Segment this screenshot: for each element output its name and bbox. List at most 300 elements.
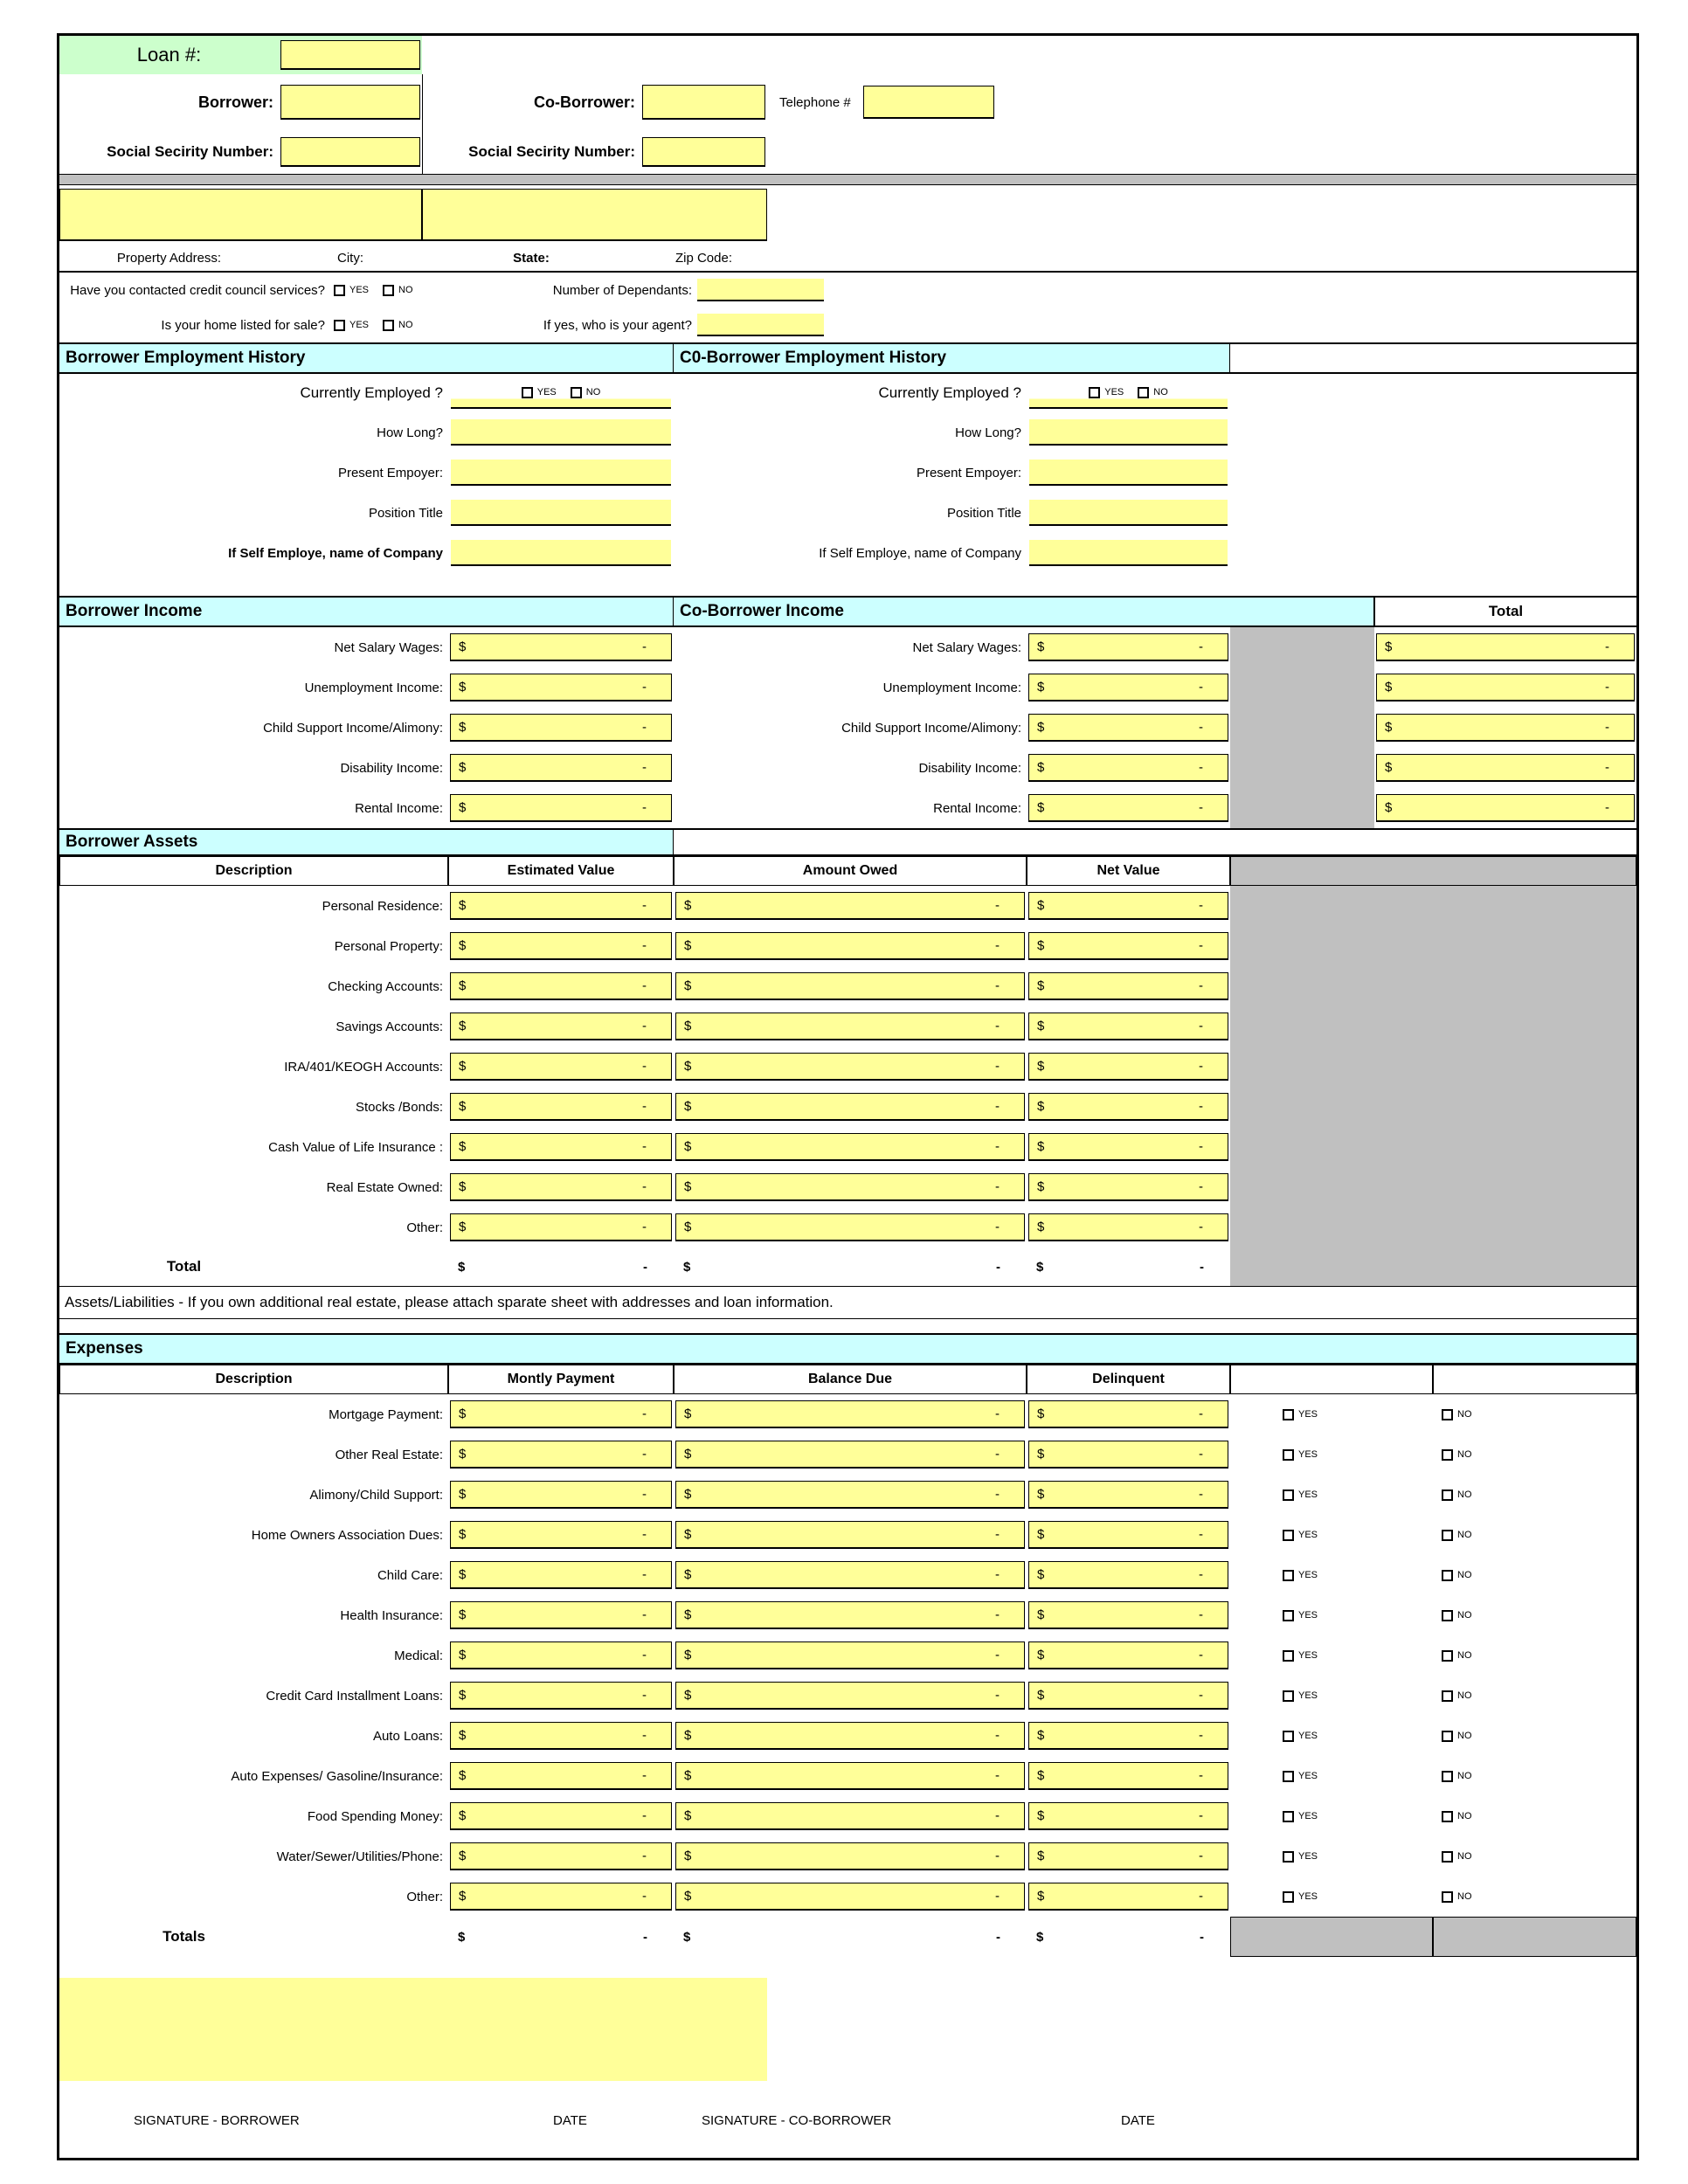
income-label-coborrower: Disability Income:: [918, 760, 1021, 776]
expense-row: [59, 1756, 1636, 1796]
expense-row: [59, 1475, 1636, 1515]
no-checkbox[interactable]: [1442, 1851, 1453, 1863]
dollar-sign: $: [684, 938, 692, 953]
employment-coborrower-input[interactable]: [1029, 500, 1228, 526]
assets-total-label: Total: [166, 1258, 202, 1275]
income-label-borrower: Rental Income:: [355, 800, 443, 816]
income-coborrower-amount-field[interactable]: [1028, 754, 1228, 782]
dollar-sign: $: [1037, 639, 1045, 654]
asset-label: IRA/401/KEOGH Accounts:: [284, 1059, 443, 1075]
expense-monthly-payment-field[interactable]: [450, 1561, 672, 1589]
dollar-sign: $: [459, 1447, 467, 1462]
no-checkbox[interactable]: [1442, 1811, 1453, 1822]
no-checkbox[interactable]: [1442, 1731, 1453, 1742]
borrower-ssn-label: Social Secirity Number:: [107, 143, 273, 160]
spacer: [470, 273, 527, 308]
yes-label: YES: [1298, 1731, 1318, 1741]
employment-coborrower-input[interactable]: [1029, 460, 1228, 486]
asset-row: [59, 1087, 1636, 1127]
amount-dash: -: [1199, 1406, 1203, 1421]
yes-checkbox[interactable]: [1283, 1690, 1294, 1702]
amount-dash: -: [995, 1768, 1000, 1783]
yes-checkbox[interactable]: [522, 387, 533, 398]
self-employed-coborrower-input[interactable]: [1029, 540, 1228, 566]
expenses-total-delinquent-field[interactable]: [1028, 1923, 1228, 1951]
asset-estimated-value-field[interactable]: [450, 1013, 672, 1040]
asset-amount-owed-field[interactable]: [675, 932, 1025, 960]
self-employed-borrower-input[interactable]: [451, 540, 671, 566]
expense-delinquent-field[interactable]: [1028, 1561, 1228, 1589]
income-gray-spacer: [1230, 708, 1374, 748]
asset-label: Cash Value of Life Insurance :: [268, 1139, 443, 1155]
asset-net-cell: [1027, 926, 1230, 966]
expense-no-cell: [1433, 1434, 1636, 1475]
asset-net-value-field[interactable]: [1028, 1093, 1228, 1121]
expense-balance-due-field[interactable]: [675, 1842, 1025, 1870]
expense-delinquent-cell: [1027, 1756, 1230, 1796]
yes-checkbox[interactable]: [1283, 1650, 1294, 1662]
income-label-borrower: Net Salary Wages:: [334, 639, 443, 655]
expenses-total-balance-field[interactable]: [675, 1923, 1025, 1951]
yes-checkbox[interactable]: [1283, 1449, 1294, 1461]
amount-dash: -: [995, 978, 1000, 993]
co-borrower-ssn-input[interactable]: [642, 137, 765, 167]
expense-balance-due-field[interactable]: [675, 1641, 1025, 1669]
asset-estimated-cell: [448, 1167, 674, 1207]
no-checkbox[interactable]: [383, 320, 394, 331]
amount-dash: -: [1199, 760, 1203, 775]
dollar-sign: $: [1037, 1059, 1045, 1074]
expense-delinquent-cell: [1027, 1836, 1230, 1876]
expense-no-cell: [1433, 1876, 1636, 1917]
expense-monthly-payment-field[interactable]: [450, 1441, 672, 1469]
expense-delinquent-field[interactable]: [1028, 1441, 1228, 1469]
asset-estimated-value-field[interactable]: [450, 972, 672, 1000]
dollar-sign: $: [684, 1179, 692, 1194]
zip-code-label: Zip Code:: [675, 250, 733, 266]
asset-amount-owed-field[interactable]: [675, 1093, 1025, 1121]
expense-label: Home Owners Association Dues:: [251, 1527, 443, 1543]
yes-checkbox[interactable]: [1283, 1489, 1294, 1501]
yes-checkbox[interactable]: [1089, 387, 1100, 398]
dollar-sign: $: [459, 1808, 467, 1823]
expense-delinquent-cell: [1027, 1595, 1230, 1635]
amount-dash: -: [1199, 1648, 1203, 1662]
asset-estimated-value-field[interactable]: [450, 1093, 672, 1121]
expense-delinquent-field[interactable]: [1028, 1682, 1228, 1710]
yes-checkbox[interactable]: [1283, 1610, 1294, 1621]
income-borrower-amount-field[interactable]: [450, 754, 672, 782]
yes-checkbox[interactable]: [1283, 1851, 1294, 1863]
amount-dash: -: [642, 1728, 647, 1743]
property-address-input[interactable]: [59, 189, 422, 241]
expense-delinquent-field[interactable]: [1028, 1762, 1228, 1790]
expense-balance-due-field[interactable]: [675, 1762, 1025, 1790]
income-coborrower-amount-field[interactable]: [1028, 674, 1228, 702]
yes-checkbox[interactable]: [1283, 1570, 1294, 1581]
asset-estimated-value-field[interactable]: [450, 1173, 672, 1201]
expenses-description-header: Description: [59, 1365, 448, 1394]
state-zip-cell: [422, 185, 767, 245]
dollar-sign: $: [1037, 1139, 1045, 1154]
amount-dash: -: [995, 1648, 1000, 1662]
self-employed-borrower-cell: [448, 533, 674, 573]
income-borrower-cell: [448, 667, 674, 708]
asset-net-value-field[interactable]: [1028, 1173, 1228, 1201]
income-total-amount-field[interactable]: [1376, 633, 1635, 661]
dollar-sign: $: [458, 1929, 466, 1945]
dependants-cell: [697, 273, 824, 308]
expense-monthly-payment-field[interactable]: [450, 1601, 672, 1629]
co-borrower-name-input[interactable]: [642, 85, 765, 120]
expense-balance-due-field[interactable]: [675, 1400, 1025, 1428]
co-borrower-employment-header: C0-Borrower Employment History: [674, 344, 1230, 372]
amount-dash: -: [1199, 1059, 1203, 1074]
employment-coborrower-input[interactable]: [1029, 419, 1228, 446]
employment-borrower-input[interactable]: [451, 460, 671, 486]
asset-amount-owed-field[interactable]: [675, 892, 1025, 920]
assets-total-net-field[interactable]: [1028, 1253, 1228, 1281]
no-checkbox[interactable]: [1442, 1891, 1453, 1903]
income-coborrower-amount-field[interactable]: [1028, 633, 1228, 661]
dollar-sign: $: [1385, 639, 1393, 654]
employment-label-borrower: Position Title: [368, 505, 443, 521]
credit-council-checkboxes: [330, 273, 470, 308]
state-zip-input[interactable]: [422, 189, 767, 241]
telephone-input[interactable]: [863, 86, 994, 119]
no-label: NO: [1457, 1771, 1472, 1781]
expense-balance-due-field[interactable]: [675, 1441, 1025, 1469]
income-coborrower-amount-field[interactable]: [1028, 794, 1228, 822]
yes-label: YES: [1298, 1891, 1318, 1902]
agent-input[interactable]: [697, 314, 824, 336]
expense-monthly-payment-field[interactable]: [450, 1682, 672, 1710]
currently-employed-label-coborrower: Currently Employed ?: [878, 384, 1021, 401]
income-borrower-amount-field[interactable]: [450, 794, 672, 822]
expense-delinquent-field[interactable]: [1028, 1400, 1228, 1428]
asset-net-value-field[interactable]: [1028, 892, 1228, 920]
no-checkbox[interactable]: [1442, 1409, 1453, 1420]
expense-balance-due-field[interactable]: [675, 1883, 1025, 1911]
assets-gray-spacer: [1230, 856, 1636, 886]
amount-dash: -: [1199, 1139, 1203, 1154]
spacer: [470, 308, 527, 342]
expense-label: Water/Sewer/Utilities/Phone:: [276, 1849, 443, 1864]
signature-notes-area[interactable]: [59, 1978, 767, 2081]
expense-monthly-payment-field[interactable]: [450, 1802, 672, 1830]
expense-delinquent-cell: [1027, 1676, 1230, 1716]
no-label: NO: [1457, 1650, 1472, 1661]
expense-monthly-cell: [448, 1394, 674, 1434]
expense-delinquent-field[interactable]: [1028, 1481, 1228, 1509]
borrower-assets-header: Borrower Assets: [59, 830, 674, 854]
income-coborrower-cell: [1027, 708, 1230, 748]
dollar-sign: $: [1037, 1527, 1045, 1542]
employment-borrower-input[interactable]: [451, 500, 671, 526]
dependants-input[interactable]: [697, 279, 824, 301]
expense-delinquent-field[interactable]: [1028, 1883, 1228, 1911]
expense-delinquent-field[interactable]: [1028, 1641, 1228, 1669]
income-total-amount-field[interactable]: [1376, 794, 1635, 822]
assets-gray-spacer: [1230, 1006, 1636, 1047]
asset-amount-owed-field[interactable]: [675, 972, 1025, 1000]
employment-row: [59, 412, 1636, 453]
dollar-sign: $: [684, 1768, 692, 1783]
dollar-sign: $: [1037, 1487, 1045, 1502]
expense-monthly-payment-field[interactable]: [450, 1762, 672, 1790]
home-listed-question: Is your home listed for sale?: [161, 317, 325, 333]
yes-checkbox[interactable]: [334, 320, 345, 331]
employment-row: [59, 453, 1636, 493]
assets-total-estimated-cell: [448, 1248, 674, 1286]
amount-dash: -: [1199, 1220, 1203, 1234]
loan-number-input[interactable]: [280, 40, 420, 70]
expense-yes-cell: [1230, 1836, 1433, 1876]
no-checkbox[interactable]: [1442, 1771, 1453, 1782]
expense-row: [59, 1394, 1636, 1434]
no-checkbox[interactable]: [1442, 1449, 1453, 1461]
dollar-sign: $: [1037, 898, 1045, 913]
no-checkbox[interactable]: [383, 285, 394, 296]
dollar-sign: $: [684, 1447, 692, 1462]
amount-dash: -: [996, 1259, 1000, 1275]
asset-estimated-cell: [448, 886, 674, 926]
income-coborrower-amount-field[interactable]: [1028, 714, 1228, 742]
expense-monthly-payment-field[interactable]: [450, 1883, 672, 1911]
no-checkbox[interactable]: [1442, 1489, 1453, 1501]
asset-owed-cell: [674, 1127, 1027, 1167]
employment-borrower-input[interactable]: [451, 419, 671, 446]
expense-delinquent-field[interactable]: [1028, 1521, 1228, 1549]
amount-dash: -: [996, 1929, 1000, 1945]
amount-dash: -: [1199, 1019, 1203, 1033]
assets-total-owed-field[interactable]: [675, 1253, 1025, 1281]
dollar-sign: $: [459, 1406, 467, 1421]
amount-dash: -: [1605, 720, 1609, 735]
yes-label: YES: [1298, 1610, 1318, 1621]
employment-label-coborrower: Position Title: [946, 505, 1021, 521]
income-label-coborrower: Child Support Income/Alimony:: [841, 720, 1021, 736]
amount-dash: -: [1199, 1447, 1203, 1462]
no-label: NO: [1457, 1489, 1472, 1500]
dollar-sign: $: [459, 1099, 467, 1114]
asset-owed-cell: [674, 1047, 1027, 1087]
expense-no-cell: [1433, 1475, 1636, 1515]
employment-borrower-cell: [448, 493, 674, 533]
assets-total-estimated-field[interactable]: [450, 1253, 672, 1281]
yes-label: YES: [1298, 1409, 1318, 1420]
income-total-amount-field[interactable]: [1376, 754, 1635, 782]
asset-amount-owed-field[interactable]: [675, 1013, 1025, 1040]
expense-monthly-cell: [448, 1515, 674, 1555]
amount-dash: -: [995, 1607, 1000, 1622]
expense-delinquent-field[interactable]: [1028, 1802, 1228, 1830]
assets-header-row: [59, 828, 1636, 856]
borrower-name-input[interactable]: [280, 85, 420, 120]
amount-dash: -: [1199, 1099, 1203, 1114]
assets-note-row: [59, 1286, 1636, 1319]
expense-row: [59, 1515, 1636, 1555]
dollar-sign: $: [459, 1179, 467, 1194]
yes-label: YES: [1298, 1489, 1318, 1500]
expense-monthly-cell: [448, 1676, 674, 1716]
expense-balance-due-field[interactable]: [675, 1802, 1025, 1830]
asset-amount-owed-field[interactable]: [675, 1213, 1025, 1241]
no-checkbox[interactable]: [1138, 387, 1149, 398]
dollar-sign: $: [459, 1648, 467, 1662]
expense-balance-cell: [674, 1434, 1027, 1475]
expenses-total-monthly-field[interactable]: [450, 1923, 672, 1951]
assets-amount-owed-header: Amount Owed: [674, 856, 1027, 886]
income-borrower-amount-field[interactable]: [450, 714, 672, 742]
yes-checkbox[interactable]: [1283, 1811, 1294, 1822]
co-borrower-label: Co-Borrower:: [422, 74, 640, 130]
asset-net-cell: [1027, 1207, 1230, 1248]
expense-delinquent-field[interactable]: [1028, 1601, 1228, 1629]
yes-checkbox[interactable]: [1283, 1731, 1294, 1742]
dollar-sign: $: [684, 1728, 692, 1743]
asset-net-value-field[interactable]: [1028, 972, 1228, 1000]
currently-employed-borrower-field: [451, 377, 671, 409]
amount-dash: -: [642, 1487, 647, 1502]
expense-monthly-payment-field[interactable]: [450, 1842, 672, 1870]
no-label: NO: [1457, 1731, 1472, 1741]
amount-dash: -: [642, 1139, 647, 1154]
expense-balance-due-field[interactable]: [675, 1601, 1025, 1629]
asset-amount-owed-field[interactable]: [675, 1133, 1025, 1161]
asset-net-value-field[interactable]: [1028, 1133, 1228, 1161]
expense-row: [59, 1635, 1636, 1676]
amount-dash: -: [1199, 898, 1203, 913]
yes-checkbox[interactable]: [1283, 1771, 1294, 1782]
expense-delinquent-field[interactable]: [1028, 1722, 1228, 1750]
dollar-sign: $: [459, 720, 467, 735]
amount-dash: -: [642, 800, 647, 815]
expense-monthly-cell: [448, 1595, 674, 1635]
spacer: [824, 273, 1636, 308]
expense-delinquent-field[interactable]: [1028, 1842, 1228, 1870]
asset-net-value-field[interactable]: [1028, 932, 1228, 960]
no-label: NO: [398, 320, 413, 330]
no-label: NO: [1457, 1530, 1472, 1540]
spacer: [1230, 533, 1636, 573]
expense-monthly-payment-field[interactable]: [450, 1521, 672, 1549]
asset-estimated-value-field[interactable]: [450, 1053, 672, 1081]
credit-council-question: Have you contacted credit council services?: [70, 282, 325, 298]
expense-monthly-payment-field[interactable]: [450, 1641, 672, 1669]
dollar-sign: $: [1037, 1447, 1045, 1462]
amount-dash: -: [642, 1688, 647, 1703]
co-borrower-ssn-label: Social Secirity Number:: [422, 130, 640, 174]
dollar-sign: $: [1037, 680, 1045, 695]
dollar-sign: $: [684, 1059, 692, 1074]
expense-balance-due-field[interactable]: [675, 1722, 1025, 1750]
asset-estimated-value-field[interactable]: [450, 892, 672, 920]
dollar-sign: $: [684, 1406, 692, 1421]
asset-row: [59, 1207, 1636, 1248]
income-borrower-cell: [448, 627, 674, 667]
loan-number-row: [59, 36, 1636, 74]
expense-monthly-cell: [448, 1635, 674, 1676]
asset-amount-owed-field[interactable]: [675, 1173, 1025, 1201]
no-checkbox[interactable]: [1442, 1610, 1453, 1621]
expense-no-cell: [1433, 1716, 1636, 1756]
no-checkbox[interactable]: [571, 387, 582, 398]
expense-yes-cell: [1230, 1595, 1433, 1635]
dollar-sign: $: [684, 1139, 692, 1154]
expenses-total-monthly-cell: [448, 1917, 674, 1957]
expense-delinquent-cell: [1027, 1394, 1230, 1434]
expense-balance-due-field[interactable]: [675, 1682, 1025, 1710]
expenses-monthly-payment-header: Montly Payment: [448, 1365, 674, 1394]
expense-balance-due-field[interactable]: [675, 1521, 1025, 1549]
asset-net-value-field[interactable]: [1028, 1013, 1228, 1040]
income-label-borrower: Disability Income:: [340, 760, 443, 776]
dollar-sign: $: [459, 938, 467, 953]
no-checkbox[interactable]: [1442, 1530, 1453, 1541]
amount-dash: -: [643, 1259, 647, 1275]
yes-checkbox[interactable]: [334, 285, 345, 296]
amount-dash: -: [1199, 938, 1203, 953]
expense-balance-due-field[interactable]: [675, 1481, 1025, 1509]
asset-net-cell: [1027, 1167, 1230, 1207]
income-total-amount-field[interactable]: [1376, 714, 1635, 742]
expense-balance-cell: [674, 1394, 1027, 1434]
no-label: NO: [1457, 1851, 1472, 1862]
no-label: NO: [1457, 1610, 1472, 1621]
asset-net-value-field[interactable]: [1028, 1213, 1228, 1241]
yes-label: YES: [1298, 1449, 1318, 1460]
yes-checkbox[interactable]: [1283, 1891, 1294, 1903]
asset-label: Personal Residence:: [322, 898, 443, 914]
yes-checkbox[interactable]: [1283, 1530, 1294, 1541]
yes-checkbox[interactable]: [1283, 1409, 1294, 1420]
expense-monthly-payment-field[interactable]: [450, 1722, 672, 1750]
expense-yes-cell: [1230, 1716, 1433, 1756]
expense-monthly-payment-field[interactable]: [450, 1400, 672, 1428]
co-borrower-income-header: Co-Borrower Income: [674, 598, 1374, 625]
income-gray-spacer: [1230, 748, 1374, 788]
income-borrower-amount-field[interactable]: [450, 633, 672, 661]
expense-monthly-payment-field[interactable]: [450, 1481, 672, 1509]
expenses-total-delinquent-cell: [1027, 1917, 1230, 1957]
asset-owed-cell: [674, 966, 1027, 1006]
no-checkbox[interactable]: [1442, 1570, 1453, 1581]
spacer-row: [59, 2081, 1636, 2107]
borrower-ssn-input[interactable]: [280, 137, 420, 167]
asset-owed-cell: [674, 1006, 1027, 1047]
income-borrower-amount-field[interactable]: [450, 674, 672, 702]
income-total-amount-field[interactable]: [1376, 674, 1635, 702]
amount-dash: -: [642, 938, 647, 953]
property-address-label-row: [59, 245, 1636, 273]
amount-dash: -: [642, 1567, 647, 1582]
expense-balance-cell: [674, 1756, 1027, 1796]
assets-note-text: Assets/Liabilities - If you own additional real estate, please attach sparate sheet with addresses and loan information.: [65, 1294, 834, 1310]
asset-amount-owed-field[interactable]: [675, 1053, 1025, 1081]
income-row: [59, 708, 1636, 748]
dollar-sign: $: [459, 898, 467, 913]
expense-balance-due-field[interactable]: [675, 1561, 1025, 1589]
asset-estimated-value-field[interactable]: [450, 1213, 672, 1241]
no-checkbox[interactable]: [1442, 1690, 1453, 1702]
amount-dash: -: [995, 1567, 1000, 1582]
asset-estimated-value-field[interactable]: [450, 1133, 672, 1161]
no-label: NO: [1457, 1891, 1472, 1902]
asset-net-value-field[interactable]: [1028, 1053, 1228, 1081]
asset-estimated-value-field[interactable]: [450, 932, 672, 960]
no-checkbox[interactable]: [1442, 1650, 1453, 1662]
